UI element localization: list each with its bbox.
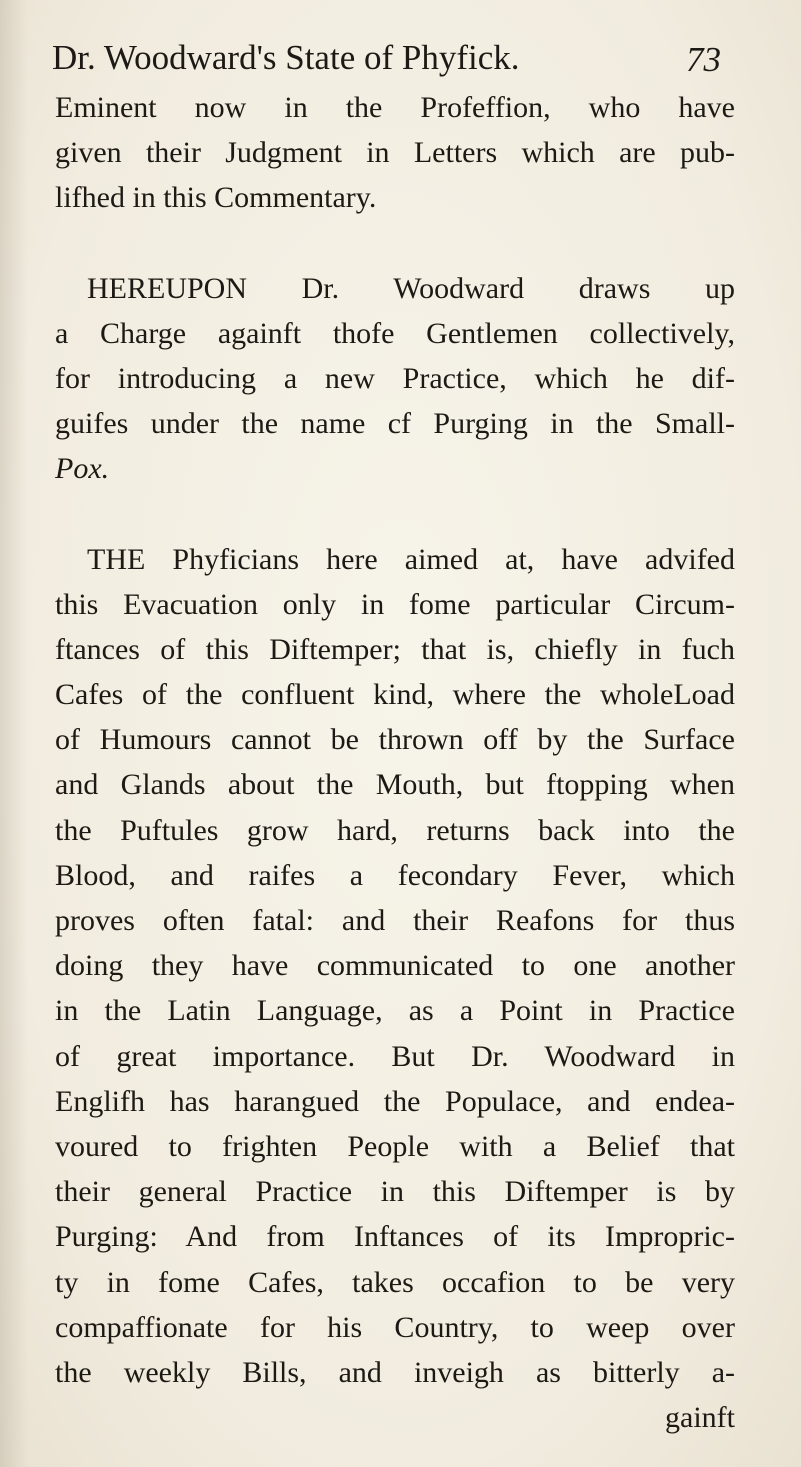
text-line: of Humours cannot be thrown off by the Surface bbox=[55, 723, 735, 757]
text-line: for introducing a new Practice, which he dif- bbox=[55, 361, 735, 395]
text-line: their general Practice in this Diftemper is by bbox=[55, 1175, 735, 1209]
text-line: this Evacuation only in fome particular Circum- bbox=[55, 587, 735, 621]
page-header bbox=[52, 38, 742, 90]
text-line: THE Phyficians here aimed at, have advifed bbox=[87, 542, 735, 576]
text-line: voured to frighten People with a Belief that bbox=[55, 1129, 735, 1163]
text-line: compaffionate for his Country, to weep over bbox=[55, 1310, 735, 1344]
text-line: HEREUPON Dr. Woodward draws up bbox=[87, 271, 735, 305]
paragraph-gap bbox=[55, 221, 735, 266]
text-line: ftances of this Diftemper; that is, chiefly in fuch bbox=[55, 632, 735, 666]
text-line: lifhed in this Commentary. bbox=[55, 181, 377, 215]
body-text bbox=[55, 85, 735, 1440]
text-line: the Puftules grow hard, returns back into the bbox=[55, 813, 735, 847]
page-number: 73 bbox=[686, 40, 721, 79]
text-line: Englifh has harangued the Populace, and endea- bbox=[55, 1084, 735, 1118]
text-line: Pox. bbox=[55, 452, 110, 486]
text-line: doing they have communicated to one another bbox=[55, 949, 735, 983]
text-line: Purging: And from Inftances of its Impropric- bbox=[55, 1220, 735, 1254]
text-line: of great importance. But Dr. Woodward in bbox=[55, 1039, 735, 1073]
text-line: Blood, and raifes a fecondary Fever, which bbox=[55, 858, 735, 892]
text-line: the weekly Bills, and inveigh as bitterly a- bbox=[55, 1355, 735, 1389]
text-line: a Charge againft thofe Gentlemen collectively, bbox=[55, 316, 735, 350]
text-line: and Glands about the Mouth, but ftopping when bbox=[55, 768, 735, 802]
text-line: in the Latin Language, as a Point in Practice bbox=[55, 994, 735, 1028]
text-line: proves often fatal: and their Reafons for thus bbox=[55, 904, 735, 937]
text-line: Cafes of the confluent kind, where the wholeLoad bbox=[55, 678, 735, 712]
running-title: Dr. Woodward's State of Phyfick. bbox=[52, 38, 520, 77]
catchword: gainft bbox=[665, 1401, 735, 1435]
text-line: given their Judgment in Letters which are pub- bbox=[55, 136, 735, 170]
binding-shadow bbox=[0, 0, 28, 1467]
text-line: Eminent now in the Profeffion, who have bbox=[55, 91, 735, 124]
text-line: guifes under the name cf Purging in the Small- bbox=[55, 407, 735, 441]
text-line: ty in fome Cafes, takes occafion to be very bbox=[55, 1265, 735, 1299]
paragraph-gap bbox=[55, 492, 735, 537]
